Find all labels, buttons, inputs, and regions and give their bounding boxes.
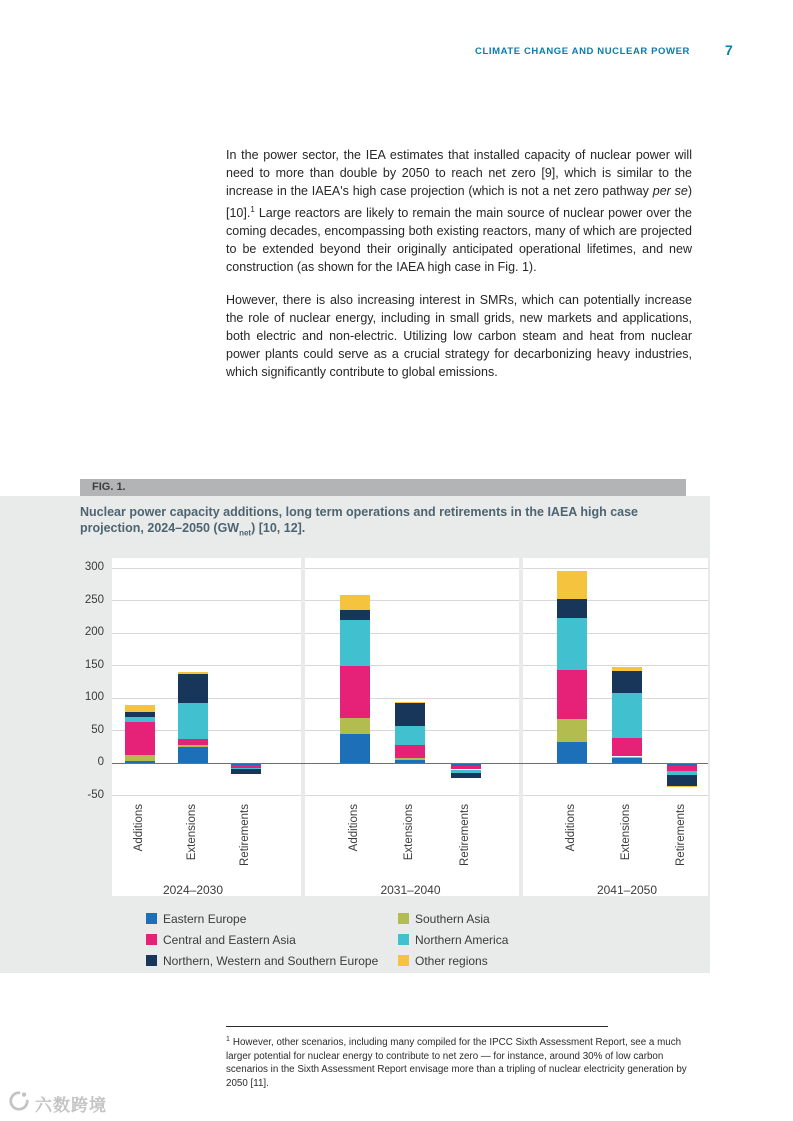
bar-category-label: Additions [348, 804, 360, 852]
bar-segment [612, 667, 642, 672]
bar-segment [125, 755, 155, 762]
p1-italic-per-se: per se [652, 184, 688, 199]
bar-segment [557, 618, 587, 670]
p1-text-b: ) [10]. [226, 184, 692, 220]
bar-category-label: Retirements [675, 804, 687, 866]
legend-swatch [146, 955, 157, 966]
gridline [112, 568, 708, 569]
bar-segment [395, 758, 425, 759]
bar-segment [340, 610, 370, 620]
legend-item [398, 912, 490, 925]
bar-segment [340, 718, 370, 734]
legend-swatch [398, 934, 409, 945]
legend-swatch [398, 913, 409, 924]
legend-swatch [146, 913, 157, 924]
legend-item [146, 933, 296, 946]
bar-segment [557, 599, 587, 619]
legend-item [146, 912, 246, 925]
zero-axis-line [112, 763, 708, 764]
group-separator [519, 558, 523, 896]
bar-segment [178, 745, 208, 746]
bar-segment [340, 595, 370, 610]
figure-1-chart [0, 496, 710, 973]
bar-category-label: Additions [133, 804, 145, 852]
bar-segment [178, 674, 208, 703]
legend-label: Northern, Western and Southern Europe [163, 953, 379, 968]
legend-label: Eastern Europe [163, 911, 247, 926]
running-header-title: CLIMATE CHANGE AND NUCLEAR POWER [475, 46, 690, 57]
bar-segment [395, 702, 425, 703]
body-paragraph-2: However, there is also increasing interest in SMRs, which can potentially increase the role of nuclear energy, including in small grids, new markets and applications, both electric and non-electric. Utilizing low carbon steam and heat from nuclear power plants could serve as a crucial strategy for decarbonizing heavy industries, which significantly contribute to global emissions. [226, 292, 692, 380]
legend-label: Other regions [415, 953, 488, 968]
legend-swatch [398, 955, 409, 966]
y-axis-tick-label: 150 [84, 658, 104, 671]
bar-segment [178, 739, 208, 746]
bar-category-label: Retirements [459, 804, 471, 866]
y-axis-tick-label: 0 [97, 756, 104, 768]
y-axis-tick-label: 300 [84, 561, 104, 573]
legend-item [398, 954, 488, 967]
bar-segment [612, 693, 642, 739]
bar-segment [178, 747, 208, 763]
gridline [112, 795, 708, 796]
bar-segment [395, 726, 425, 746]
legend-item [398, 933, 508, 946]
legend-swatch [146, 934, 157, 945]
bar-segment [557, 719, 587, 742]
legend-label: Northern America [415, 932, 509, 947]
caption-subscript-net: net [239, 528, 252, 538]
bar-category-label: Additions [565, 804, 577, 852]
bar-segment [667, 775, 697, 785]
gridline [112, 633, 708, 634]
bar-segment [557, 742, 587, 763]
y-axis-tick-label: -50 [87, 788, 104, 801]
group-label: 2024–2030 [162, 883, 224, 897]
bar-category-label: Extensions [403, 804, 415, 861]
footnote-marker: 1 [226, 1036, 230, 1043]
bar-segment [125, 722, 155, 755]
bar-category-label: Extensions [186, 804, 198, 861]
bar-segment [231, 769, 261, 774]
bar-segment [125, 717, 155, 722]
bar-segment [612, 738, 642, 756]
gridline [112, 600, 708, 601]
bar-segment [667, 786, 697, 787]
bar-segment [612, 757, 642, 758]
legend-item [146, 954, 378, 967]
legend-label: Central and Eastern Asia [163, 932, 296, 947]
bar-segment [178, 703, 208, 739]
body-paragraph-1 [226, 146, 692, 277]
body-text [226, 146, 692, 396]
bar-segment [612, 671, 642, 692]
caption-text-b: ) [10, 12]. [251, 521, 306, 535]
bar-segment [557, 571, 587, 598]
footnote-rule [226, 1026, 608, 1027]
bar-category-label: Retirements [239, 804, 251, 866]
group-separator [301, 558, 305, 896]
watermark-logo-icon [8, 1090, 30, 1117]
bar-segment [178, 672, 208, 674]
bar-segment [125, 712, 155, 717]
bar-segment [340, 734, 370, 763]
page-number: 7 [725, 42, 733, 58]
figure-caption [80, 504, 682, 542]
group-label: 2041–2050 [596, 883, 658, 897]
bar-segment [340, 620, 370, 666]
y-axis-tick-label: 100 [84, 691, 104, 703]
figure-label-bar [80, 479, 686, 496]
footnote-reference-marker: 1 [250, 204, 255, 214]
footnote [226, 1033, 692, 1090]
y-axis-tick-label: 200 [84, 626, 104, 638]
bar-category-label: Extensions [620, 804, 632, 861]
bar-segment [557, 670, 587, 719]
p1-text-a: In the power sector, the IEA estimates that installed capacity of nuclear power will need to more than double by 2050 to reach net zero [9], which is similar to the increase in the IAEA's high case projection (which is not a net zero pathway [226, 148, 692, 199]
bar-segment [340, 666, 370, 718]
bar-segment [395, 745, 425, 758]
bar-segment [451, 773, 481, 778]
group-label: 2031–2040 [380, 883, 441, 897]
bar-segment [395, 703, 425, 726]
bar-segment [125, 705, 155, 712]
footnote-text: However, other scenarios, including many compiled for the IPCC Sixth Assessment Report, see a much larger potential for nuclear energy to contribute to net zero — for instance, around 30% of low carbon scenarios in the Sixth Assessment Report envisage more than a tripling of nuclear electricity generation by 2050 [11]. [226, 1037, 687, 1089]
figure-label: FIG. 1. [92, 481, 126, 493]
p1-text-c: Large reactors are likely to remain the main source of nuclear power over the coming decades, encompassing both existing reactors, many of which are projected to be extended beyond their originally anticipated operational lifetimes, and new construction (as shown for the IAEA high case in Fig. 1). [226, 205, 692, 275]
watermark-text: 六数跨境 [35, 1096, 107, 1115]
y-axis-tick-label: 50 [91, 723, 104, 736]
caption-text-a: Nuclear power capacity additions, long term operations and retirements in the IAEA high case projection, 2024–2050 (GW [80, 505, 638, 535]
legend-label: Southern Asia [415, 911, 490, 926]
watermark [8, 1090, 107, 1117]
y-axis-tick-label: 250 [84, 593, 104, 606]
